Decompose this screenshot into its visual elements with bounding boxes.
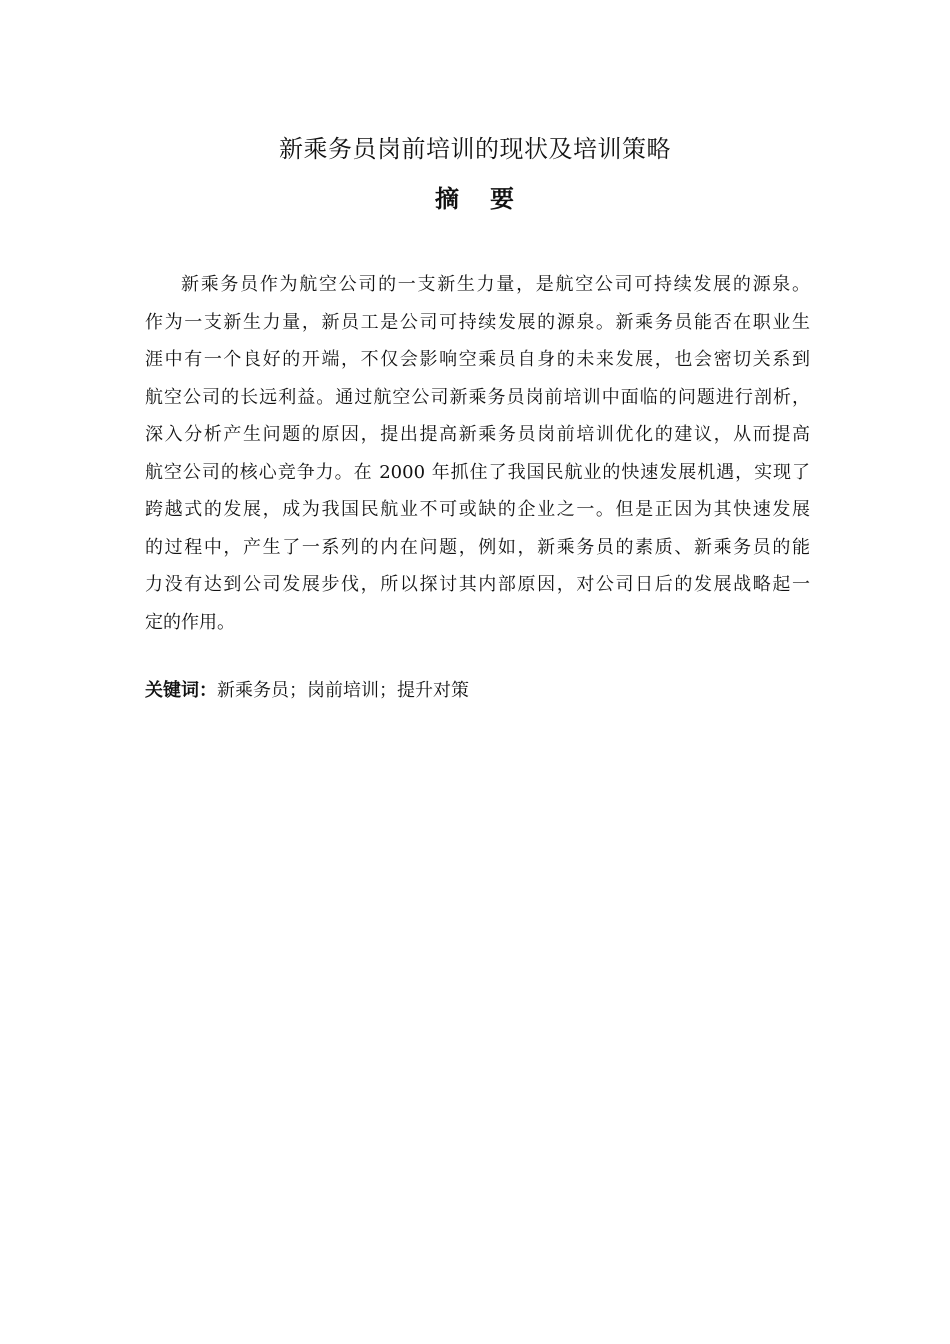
abstract-line: 跨越式的发展，成为我国民航业不可或缺的企业之一。但是正因为其快速发展 [145, 499, 810, 520]
abstract-line: 深入分析产生问题的原因，提出提高新乘务员岗前培训优化的建议，从而提高 [145, 424, 810, 445]
abstract-body [145, 266, 810, 641]
abstract-line: 定的作用。 [145, 611, 235, 633]
abstract-line: 新乘务员作为航空公司的一支新生力量，是航空公司可持续发展的源泉。 [181, 274, 810, 295]
document-title: 新乘务员岗前培训的现状及培训策略 [279, 135, 671, 163]
abstract-line: 航空公司的核心竞争力。在 2000 年抓住了我国民航业的快速发展机遇，实现了 [145, 461, 810, 483]
abstract-heading-char-2: 要 [490, 185, 515, 213]
abstract-line: 涯中有一个良好的开端，不仅会影响空乘员自身的未来发展，也会密切关系到 [145, 349, 810, 370]
keywords-value: 新乘务员；岗前培训；提升对策 [217, 680, 469, 701]
abstract-line: 力没有达到公司发展步伐，所以探讨其内部原因，对公司日后的发展战略起一 [145, 574, 810, 595]
abstract-line: 航空公司的长远利益。通过航空公司新乘务员岗前培训中面临的问题进行剖析， [145, 386, 810, 408]
keywords [145, 673, 469, 709]
abstract-line: 的过程中，产生了一系列的内在问题，例如，新乘务员的素质、新乘务员的能 [145, 536, 810, 558]
abstract-heading [0, 181, 950, 217]
abstract-line: 作为一支新生力量，新员工是公司可持续发展的源泉。新乘务员能否在职业生 [145, 311, 810, 333]
keywords-label: 关键词： [145, 680, 217, 701]
abstract-heading-char-1: 摘 [435, 185, 460, 213]
